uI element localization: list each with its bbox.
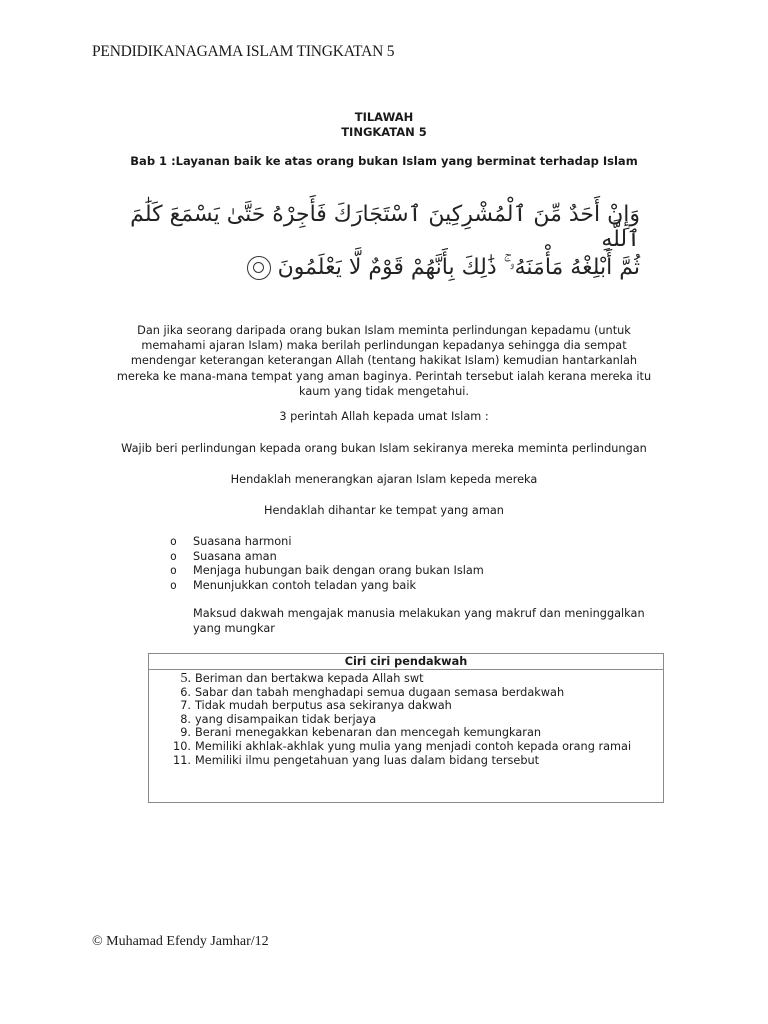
bullet-marker: o [170, 564, 177, 577]
table-row [149, 754, 663, 768]
bullet-list [170, 535, 484, 593]
row-text: Tidak mudah berputus asa sekiranya dakwah [195, 699, 452, 713]
list-item-text: Suasana harmoni [193, 535, 292, 548]
document-title: TILAWAH [354, 110, 414, 124]
chapter-heading: Bab 1 :Layanan baik ke atas orang bukan Islam yang berminat terhadap Islam [130, 154, 638, 168]
list-item-text: Menunjukkan contoh teladan yang baik [193, 578, 416, 592]
ayah-end-icon [247, 256, 271, 280]
table-row [149, 672, 663, 686]
row-text: Memiliki akhlak-akhlak yung mulia yang menjadi contoh kepada orang ramai [195, 739, 632, 753]
maksud-dakwah-text: Maksud dakwah mengajak manusia melakukan yang makruf dan meninggalkan yang mungkar [193, 607, 645, 635]
table-row [149, 740, 663, 754]
table-header: Ciri ciri pendakwah [149, 654, 663, 670]
page-footer: © Muhamad Efendy Jamhar/12 [92, 934, 269, 949]
table-row [149, 726, 663, 740]
page-header: PENDIDIKANAGAMA ISLAM TINGKATAN 5 [92, 43, 395, 60]
table-row [149, 699, 663, 713]
perintah-item-2: Hendaklah menerangkan ajaran Islam kepeda mereka [230, 473, 538, 486]
table-row [149, 713, 663, 727]
row-number: 5. [180, 671, 191, 686]
perintah-item-1: Wajib beri perlindungan kepada orang bukan Islam sekiranya mereka meminta perlindungan [121, 442, 647, 455]
list-item-text: Suasana aman [193, 549, 277, 563]
list-item [170, 564, 484, 579]
row-text: Beriman dan bertakwa kepada Allah swt [195, 672, 424, 685]
perintah-item-3: Hendaklah dihantar ke tempat yang aman [264, 504, 504, 517]
perintah-heading: 3 perintah Allah kepada umat Islam : [279, 410, 489, 423]
ciri-pendakwah-table [148, 653, 664, 803]
row-number: 9. [180, 726, 191, 740]
row-number: 10. [173, 739, 191, 753]
list-item-text: Menjaga hubungan baik dengan orang bukan Islam [193, 564, 484, 577]
row-number: 6. [180, 685, 191, 699]
document-subtitle: TINGKATAN 5 [341, 125, 427, 139]
row-number: 8. [180, 712, 191, 726]
list-item [170, 550, 484, 565]
row-number: 11. [173, 753, 191, 767]
row-text: Sabar dan tabah menghadapi semua dugaan semasa berdakwah [195, 685, 565, 699]
table-list [149, 672, 663, 767]
bullet-marker: o [170, 578, 177, 592]
arabic-verse-line-1: وَإِنْ أَحَدٌ مِّنَ ٱلْمُشْرِكِينَ ٱسْتَجَارَكَ فَأَجِرْهُ حَتَّىٰ يَسْمَعَ كَلَٰمَ ٱللَّهِ [130, 202, 640, 252]
row-number: 7. [180, 699, 191, 713]
row-text: yang disampaikan tidak berjaya [195, 712, 377, 726]
bullet-marker: o [170, 535, 177, 548]
table-row [149, 686, 663, 700]
row-text: Berani menegakkan kebenaran dan mencegah kemungkaran [195, 726, 542, 740]
row-text: Memiliki ilmu pengetahuan yang luas dalam bidang tersebut [195, 753, 540, 767]
arabic-verse-line-2 [130, 255, 640, 280]
verse-translation: Dan jika seorang daripada orang bukan Islam meminta perlindungan kepadamu (untuk memahami ajaran Islam) maka berilah perlindungan kepadanya sehingga dia sempat mendengar keterangan keterangan Allah (tentang hakikat Islam) kemudian hantarkanlah mereka ke mana-mana tempat yang aman baginya. Perintah tersebut ialah kerana mereka itu kaum yang tidak mengetahui. [116, 324, 652, 398]
list-item [170, 579, 484, 594]
bullet-marker: o [170, 549, 177, 563]
list-item [170, 535, 484, 550]
arabic-verse-line-2-text: ثُمَّ أَبْلِغْهُ مَأْمَنَهُۥ ۚ ذَٰلِكَ بِأَنَّهُمْ قَوْمٌ لَّا يَعْلَمُونَ [277, 255, 640, 280]
